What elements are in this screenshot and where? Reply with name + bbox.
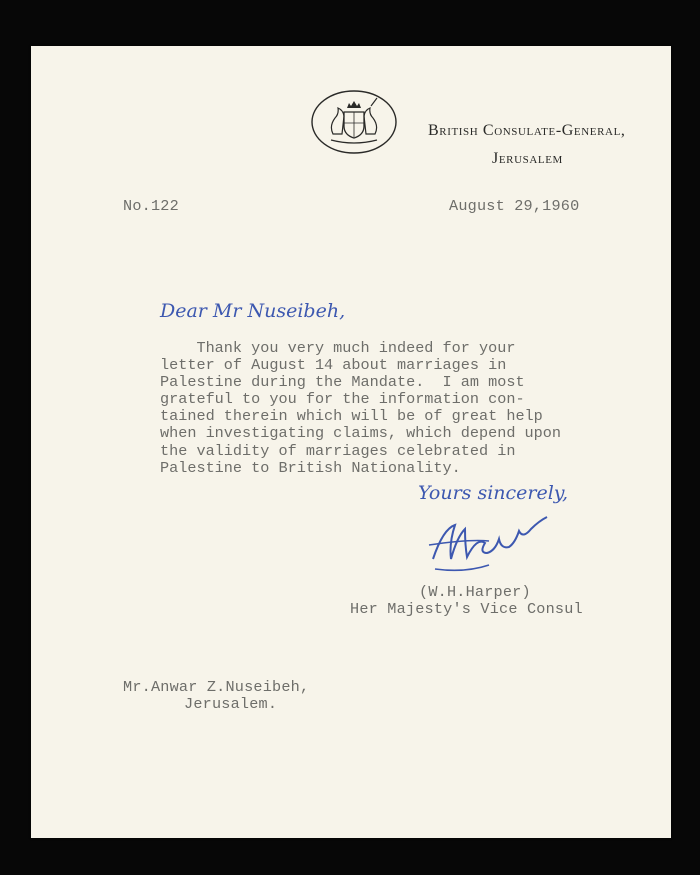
closing: Yours sincerely, (418, 482, 569, 504)
body-line: Thank you very much indeed for your (160, 339, 516, 357)
signatory-title: Her Majesty's Vice Consul (350, 600, 583, 618)
body-line: grateful to you for the information con- (160, 390, 525, 409)
reference-number: No.122 (123, 197, 179, 215)
recipient-name: Mr.Anwar Z.Nuseibeh, (123, 678, 310, 696)
body-line: Palestine during the Mandate. I am most (160, 373, 525, 392)
letterhead-line-2: Jerusalem (492, 150, 563, 167)
body-line: Palestine to British Nationality. (160, 458, 461, 477)
body-line: letter of August 14 about marriages in (160, 356, 507, 375)
letter-body (160, 340, 561, 477)
salutation: Dear Mr Nuseibeh, (160, 300, 346, 322)
royal-coat-of-arms-icon (311, 90, 397, 154)
recipient-city: Jerusalem. (184, 695, 278, 713)
handwritten-signature (425, 515, 575, 575)
body-line: the validity of marriages celebrated in (160, 441, 516, 460)
body-line: when investigating claims, which depend upon (160, 424, 562, 443)
letterhead-line-1: British Consulate-General, (428, 122, 626, 139)
letter-date: August 29,1960 (449, 197, 580, 215)
body-line: tained therein which will be of great help (160, 407, 543, 426)
signatory-name: (W.H.Harper) (419, 583, 531, 601)
